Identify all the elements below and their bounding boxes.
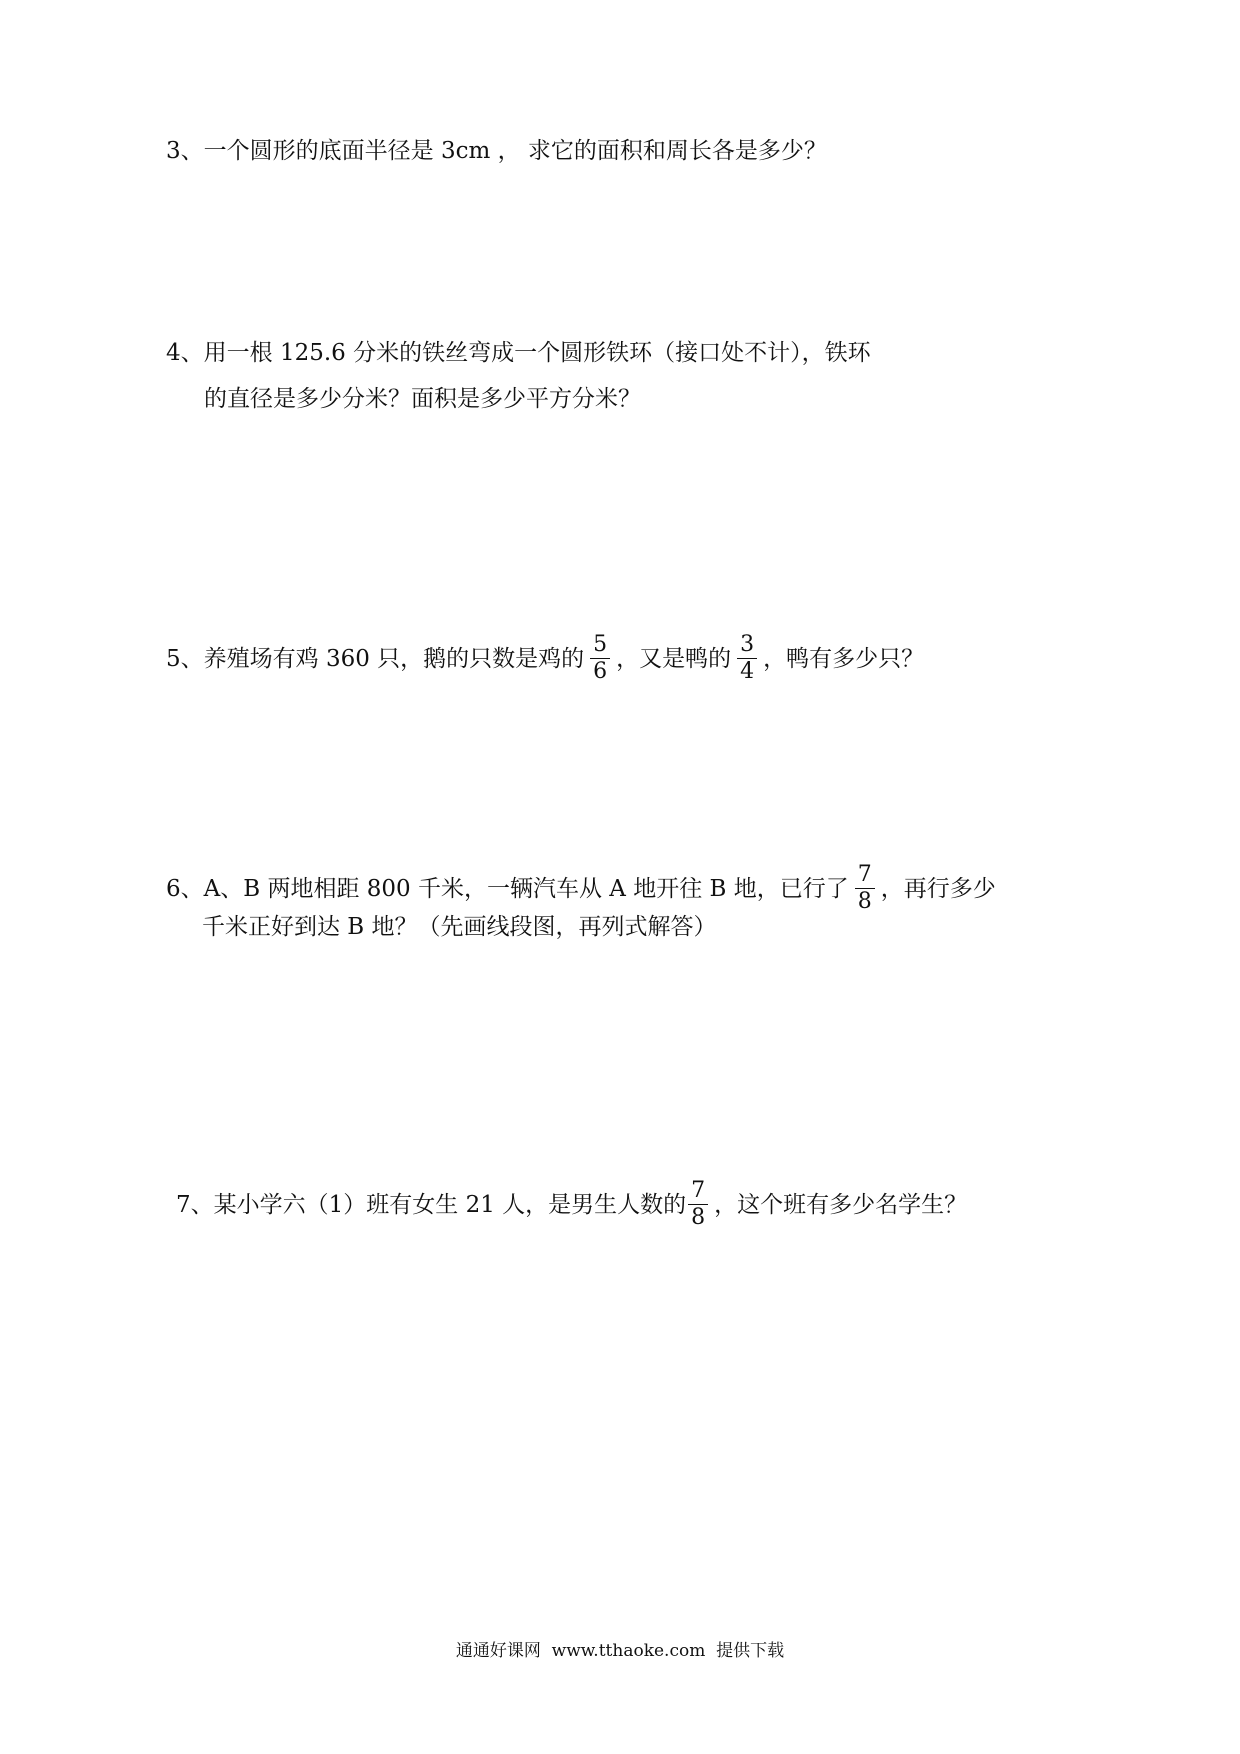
question-7 [176,1180,967,1229]
question-5-text-1: 5、养殖场有鸡 360 只，鹅的只数是鸡的 [166,645,585,672]
fraction-3-4 [737,634,757,683]
page-footer [0,1640,1240,1662]
question-6-line-1 [166,864,996,913]
question-6-text-1: 6、A、B 两地相距 800 千米，一辆汽车从 A 地开往 B 地，已行了 [166,875,849,902]
fraction-denominator: 4 [740,659,755,684]
question-6-line-2 [202,912,717,942]
fraction-numerator: 7 [855,864,875,889]
fraction-7-8 [855,864,875,913]
question-6-text-2: ，再行多少 [880,875,996,902]
question-7-text-2: ，这个班有多少名学生？ [714,1191,968,1218]
question-4-line-2 [204,384,641,414]
question-4-text-2: 的直径是多少分米？面积是多少平方分米？ [204,386,641,412]
fraction-denominator: 8 [857,889,872,914]
question-5-text-3: ，鸭有多少只？ [763,645,925,672]
question-4-text-1: 4、用一根 125.6 分米的铁丝弯成一个圆形铁环（接口处不计），铁环 [166,340,871,366]
fraction-5-6 [590,634,610,683]
fraction-numerator: 3 [737,634,757,659]
fraction-denominator: 6 [593,659,608,684]
footer-text: 通通好课网 www.tthaoke.com 提供下载 [455,1641,785,1661]
question-5-text-2: ，又是鸭的 [616,645,732,672]
fraction-numerator: 7 [688,1180,708,1205]
question-7-text-1: 7、某小学六（1）班有女生 21 人，是男生人数的 [176,1191,687,1218]
fraction-numerator: 5 [590,634,610,659]
fraction-denominator: 8 [691,1205,706,1230]
question-3 [166,136,827,166]
fraction-7-8 [688,1180,708,1229]
question-4-line-1 [166,338,871,368]
question-6-text-3: 千米正好到达 B 地？（先画线段图，再列式解答） [202,914,717,940]
question-5 [166,634,924,683]
question-3-text: 3、一个圆形的底面半径是 3cm ， 求它的面积和周长各是多少？ [166,138,827,164]
